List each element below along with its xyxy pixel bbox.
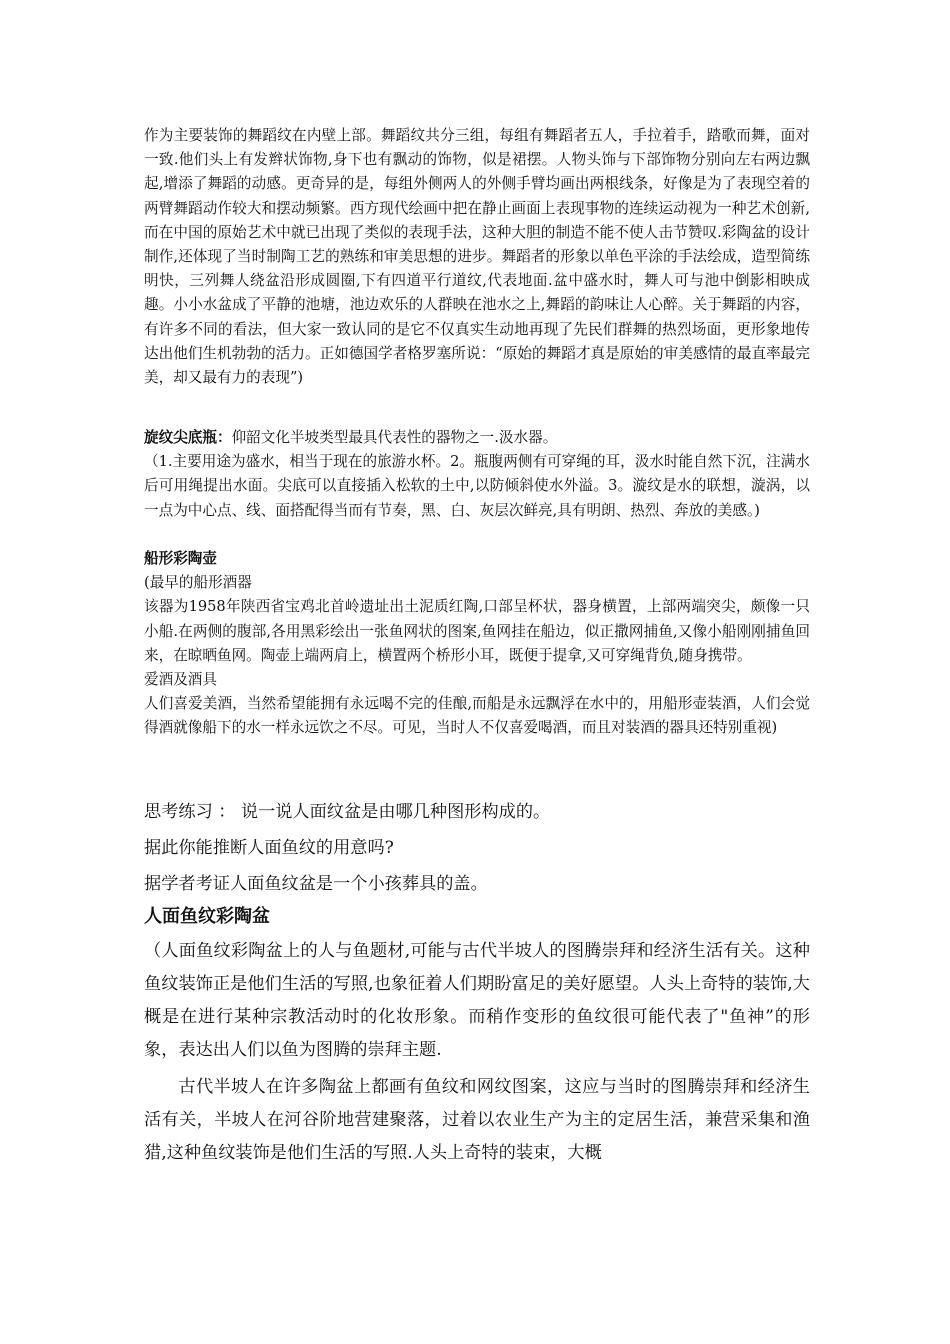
- boat-pot-description: 该器为1958年陕西省宝鸡北首岭遗址出土泥质红陶,口部呈杯状，器身横置，上部两端突尖，颇像一只小船.在两侧的腹部,各用黑彩绘出一张鱼网状的图案,鱼网挂在船边，似正撒网捕鱼,又像小船刚刚捕鱼回来，在晾晒鱼网。陶壶上端两肩上，横置两个桥形小耳，既便于提拿,又可穿绳背负,随身携带。: [144, 598, 810, 664]
- fish-basin-para-2: 古代半坡人在许多陶盆上都画有鱼纹和网纹图案，这应与当时的图腾崇拜和经济生活有关，半坡人在河谷阶地营建聚落，过着以农业生产为主的定居生活，兼营采集和渔猎,这种鱼纹装饰是他们生活的写照.人头上奇特的装束，大概: [144, 1077, 810, 1163]
- vase-detail: （1.主要用途为盛水，相当于现在的旅游水杯。2。瓶腹两侧有可穿绳的耳，汲水时能自然下沉，注满水后可用绳提出水面。尖底可以直接插入松软的土中,以防倾斜使水外溢。3。漩纹是水的联想，漩涡，以一点为中心点、线、面搭配得当而有节奏，黑、白、灰层次鲜亮,具有明朗、热烈、奔放的美感。): [144, 453, 810, 519]
- exercise-section: [144, 794, 810, 902]
- dance-paragraph: 作为主要装饰的舞蹈纹在内壁上部。舞蹈纹共分三组，每组有舞蹈者五人，手拉着手，踏歌而舞，面对一致.他们头上有发辫状饰物,身下也有飘动的饰物，似是裙摆。人物头饰与下部饰物分别向左右两边飘起,增添了舞蹈的动感。更奇异的是，每组外侧两人的外侧手臂均画出两根线条，好像是为了表现空着的两臂舞蹈动作较大和摆动频繁。西方现代绘画中把在静止画面上表现事物的连续运动视为一种艺术创新,而在中国的原始艺术中就已出现了类似的表现手法，这种大胆的制造不能不使人击节赞叹.彩陶盆的设计制作,还体现了当时制陶工艺的熟练和审美思想的进步。舞蹈者的形象以单色平涂的手法绘成，造型简练明快，三列舞人绕盆沿形成圆圈,下有四道平行道纹,代表地面.盆中盛水时，舞人可与池中倒影相映成趣。小小水盆成了平静的池塘，池边欢乐的人群映在池水之上,舞蹈的韵味让人心醉。关于舞蹈的内容，有许多不同的看法，但大家一致认同的是它不仅真实生动地再现了先民们群舞的热烈场面，更形象地传达出他们生机勃勃的活力。正如德国学者格罗塞所说：“原始的舞蹈才真是原始的审美感情的最直率最完美，却又最有力的表现”): [144, 127, 810, 387]
- vase-section: [144, 426, 810, 523]
- fish-basin-title: 人面鱼纹彩陶盆: [144, 906, 270, 927]
- boat-pot-title: 船形彩陶壶: [144, 550, 217, 567]
- exercise-line-3: 据学者考证人面鱼纹盆是一个小孩葬具的盖。: [144, 874, 488, 894]
- vase-intro-line: [144, 426, 810, 450]
- vase-intro: 仰韶文化半坡类型最具代表性的器物之一.汲水器。: [231, 429, 558, 446]
- boat-pot-subtitle: (最早的船形酒器: [144, 574, 252, 592]
- wine-heading: 爱酒及酒具: [144, 671, 217, 689]
- exercise-line-2: 据此你能推断人面鱼纹的用意吗?: [144, 838, 394, 858]
- dance-description: [144, 124, 810, 390]
- wine-text: 人们喜爱美酒，当然希望能拥有永远喝不完的佳酿,而船是永远飘浮在水中的，用船形壶装酒，人们会觉得酒就像船下的水一样永远饮之不尽。可见，当时人不仅喜爱喝酒，而且对装酒的器具还特别重视): [144, 695, 810, 737]
- vase-title: 旋纹尖底瓶：: [144, 429, 232, 446]
- boat-pot-section: [144, 547, 810, 741]
- fish-basin-section: [144, 900, 810, 1170]
- exercise-line-1: 思考练习 ： 说一说人面纹盆是由哪几种图形构成的。: [144, 802, 551, 822]
- fish-basin-para-1: （人面鱼纹彩陶盆上的人与鱼题材,可能与古代半坡人的图腾崇拜和经济生活有关。这种鱼纹装饰正是他们生活的写照,也象征着人们期盼富足的美好愿望。人头上奇特的装饰,大概是在进行某种宗教活动时的化妆形象。而稍作变形的鱼纹很可能代表了"鱼神”的形象，表达出人们以鱼为图腾的崇拜主题.: [144, 941, 810, 1060]
